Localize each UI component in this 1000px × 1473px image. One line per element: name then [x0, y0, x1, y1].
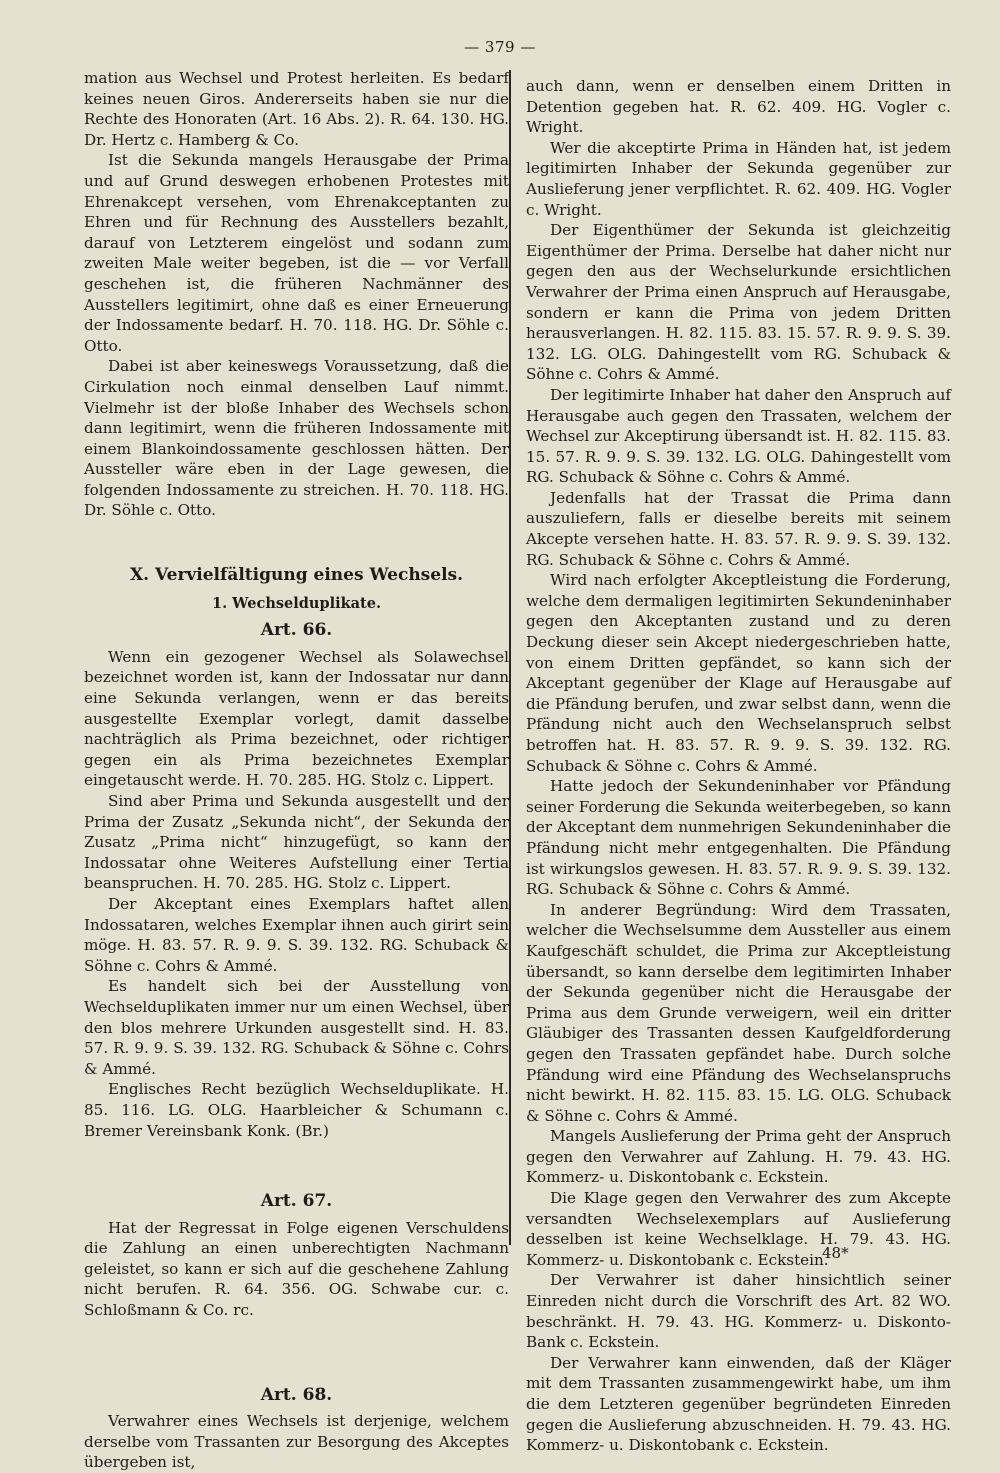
paragraph: Mangels Auslieferung der Prima geht der Anspruch gegen den Verwahrer auf Zahlung. H. 79. 43. HG. Kommerz- u. Diskontobank c. Eckstein. — [526, 1127, 951, 1187]
paragraph: Der Verwahrer ist daher hinsichtlich seiner Einreden nicht durch die Vorschrift des Art. 82 WO. beschränkt. H. 79. 43. HG. Kommerz- u. Diskonto-Bank c. Eckstein. — [526, 1271, 951, 1352]
paragraph: Jedenfalls hat der Trassat die Prima dann auszuliefern, falls er dieselbe bereits mit seinem Akcepte versehen hatte. H. 83. 57. R. 9. 9. S. 39. 132. RG. Schuback & Söhne c. Cohrs & Ammé. — [526, 488, 951, 569]
paragraph: Wer die akceptirte Prima in Händen hat, ist jedem legitimirten Inhaber der Sekunda gegenüber zur Auslieferung jener verpflichtet. R. 62. 409. HG. Vogler c. Wright. — [526, 138, 951, 219]
paragraph: Der legitimirte Inhaber hat daher den Anspruch auf Herausgabe auch gegen den Trassaten, welchem der Wechsel zur Akceptirung übersandt ist. H. 82. 115. 83. 15. 57. R. 9. 9. S. 39. 132. LG. OLG. Dahingestellt vom RG. Schuback & Söhne c. Cohrs & Ammé. — [526, 385, 951, 487]
paragraph: Hatte jedoch der Sekundeninhaber vor Pfändung seiner Forderung die Sekunda weiterbegeben, so kann der Akceptant dem nunmehrigen Sekundeninhaber die Pfändung nicht mehr entgegenhalten. Die Pfändung ist wirkungslos gewesen. H. 83. 57. R. 9. 9. S. 39. 132. RG. Schuback & Söhne c. Cohrs & Ammé. — [526, 777, 951, 899]
subsection-heading: 1. Wechselduplikate. — [211, 594, 382, 612]
paragraph: Die Klage gegen den Verwahrer des zum Akcepte versandten Wechselexemplars auf Auslieferung desselben ist keine Wechselklage. H. 79. 43. HG. Kommerz- u. Diskontobank c. Eckstein. — [526, 1189, 951, 1269]
paragraph: Der Verwahrer kann einwenden, daß der Kläger mit dem Trassanten zusammengewirkt habe, um ihm die dem Letzteren gegenüber begründeten Einreden gegen die Auslieferung abzuschneiden. H. 79. 43. HG. Kommerz- u. Diskontobank c. Eckstein. — [526, 1353, 951, 1455]
right-column — [526, 76, 951, 1456]
column-divider — [509, 70, 511, 1245]
signature-mark: 48* — [822, 1244, 849, 1262]
paragraph: mation aus Wechsel und Protest herleiten. Es bedarf keines neuen Giros. Andererseits haben sie nur die Rechte des Honoraten (Art. 16 Abs. 2). R. 64. 130. HG. Dr. Hertz c. Hamberg & Co. — [84, 69, 509, 149]
page-number: — 379 — — [464, 38, 536, 56]
article-heading: Art. 68. — [260, 1384, 333, 1405]
paragraph: Dabei ist aber keineswegs Voraussetzung, daß die Cirkulation noch einmal denselben Lauf nimmt. Vielmehr ist der bloße Inhaber des Wechsels schon dann legitimirt, wenn die früheren Indossamente mit einem Blankoindossamente geschlossen hätten. Der Aussteller wäre eben in der Lage gewesen, die folgenden Indossamente zu streichen. H. 70. 118. HG. Dr. Söhle c. Otto. — [84, 357, 509, 520]
paragraph: Wird nach erfolgter Akceptleistung die Forderung, welche dem dermaligen legitimirten Sekundeninhaber gegen den Akceptanten zustand und zu deren Deckung dieser sein Akcept niedergeschrieben hatte, von einem Dritten gepfändet, so kann sich der Akceptant gegenüber der Klage auf Herausgabe auf die Pfändung berufen, und zwar selbst dann, wenn die Pfändung nicht auch den Wechselanspruch selbst betroffen hat. H. 83. 57. R. 9. 9. S. 39. 132. RG. Schuback & Söhne c. Cohrs & Ammé. — [526, 571, 951, 775]
paragraph: Englisches Recht bezüglich Wechselduplikate. H. 85. 116. LG. OLG. Haarbleicher & Schumann c. Bremer Vereinsbank Konk. (Br.) — [84, 1080, 509, 1140]
section-heading: X. Vervielfältigung eines Wechsels. — [129, 565, 464, 586]
paragraph: Wenn ein gezogener Wechsel als Solawechsel bezeichnet worden ist, kann der Indossatar nur dann eine Sekunda verlangen, wenn er das bereits ausgestellte Exemplar vorlegt, damit dasselbe nachträglich als Prima bezeichnet, oder richtiger gegen ein als Prima bezeichnetes Exemplar eingetauscht werde. H. 70. 285. HG. Stolz c. Lippert. — [84, 647, 509, 790]
paragraph: Sind aber Prima und Sekunda ausgestellt und der Prima der Zusatz „Sekunda nicht“, der Sekunda der Zusatz „Prima nicht“ hinzugefügt, so kann der Indossatar ohne Weiteres Aufstellung einer Tertia beanspruchen. H. 70. 285. HG. Stolz c. Lippert. — [84, 792, 509, 893]
paragraph: Es handelt sich bei der Ausstellung von Wechselduplikaten immer nur um einen Wechsel, über den blos mehrere Urkunden ausgestellt sind. H. 83. 57. R. 9. 9. S. 39. 132. RG. Schuback & Söhne c. Cohrs & Ammé. — [84, 977, 509, 1078]
paragraph: auch dann, wenn er denselben einem Dritten in Detention gegeben hat. R. 62. 409. HG. Vogler c. Wright. — [526, 77, 951, 137]
paragraph: Hat der Regressat in Folge eigenen Verschuldens die Zahlung an einen unberechtigten Nachmann geleistet, so kann er sich auf die geschehene Zahlung nicht berufen. R. 64. 356. OG. Schwabe cur. c. Schloßmann & Co. rc. — [84, 1218, 509, 1320]
paragraph: In anderer Begründung: Wird dem Trassaten, welcher die Wechselsumme dem Aussteller aus einem Kaufgeschäft schuldet, die Prima zur Akceptleistung übersandt, so kann derselbe dem legitimirten Inhaber der Sekunda gegenüber nicht die Herausgabe der Prima aus dem Grunde verweigern, weil ein dritter Gläubiger des Trassanten dessen Kaufgeldforderung gegen den Trassaten gepfändet habe. Durch solche Pfändung wird eine Pfändung des Wechselanspruchs nicht bewirkt. H. 82. 115. 83. 15. LG. OLG. Schuback & Söhne c. Cohrs & Ammé. — [526, 900, 951, 1125]
article-heading: Art. 66. — [260, 620, 333, 641]
paragraph: Der Akceptant eines Exemplars haftet allen Indossataren, welches Exemplar ihnen auch girirt sein möge. H. 83. 57. R. 9. 9. S. 39. 132. RG. Schuback & Söhne c. Cohrs & Ammé. — [84, 894, 509, 975]
paragraph: Der Eigenthümer der Sekunda ist gleichzeitig Eigenthümer der Prima. Derselbe hat daher nicht nur gegen den aus der Wechselurkunde ersichtlichen Verwahrer der Prima einen Anspruch auf Herausgabe, sondern er kann die Prima von jedem Dritten herausverlangen. H. 82. 115. 83. 15. 57. R. 9. 9. S. 39. 132. LG. OLG. Dahingestellt vom RG. Schuback & Söhne c. Cohrs & Ammé. — [526, 221, 951, 384]
paragraph: Ist die Sekunda mangels Herausgabe der Prima und auf Grund deswegen erhobenen Protestes mit Ehrenakcept versehen, vom Ehrenakceptanten zu Ehren und für Rechnung des Ausstellers bezahlt, darauf von Letzterem eingelöst und sodann zum zweiten Male weiter begeben, ist die — vor Verfall geschehen ist, die früheren Nachmänner des Ausstellers legitimirt, ohne daß es einer Erneuerung der Indossamente bedarf. H. 70. 118. HG. Dr. Söhle c. Otto. — [84, 151, 509, 355]
article-heading: Art. 67. — [260, 1191, 333, 1212]
paragraph: Verwahrer eines Wechsels ist derjenige, welchem derselbe vom Trassanten zur Besorgung des Akceptes übergeben ist, — [84, 1412, 509, 1472]
left-column — [84, 68, 509, 1473]
